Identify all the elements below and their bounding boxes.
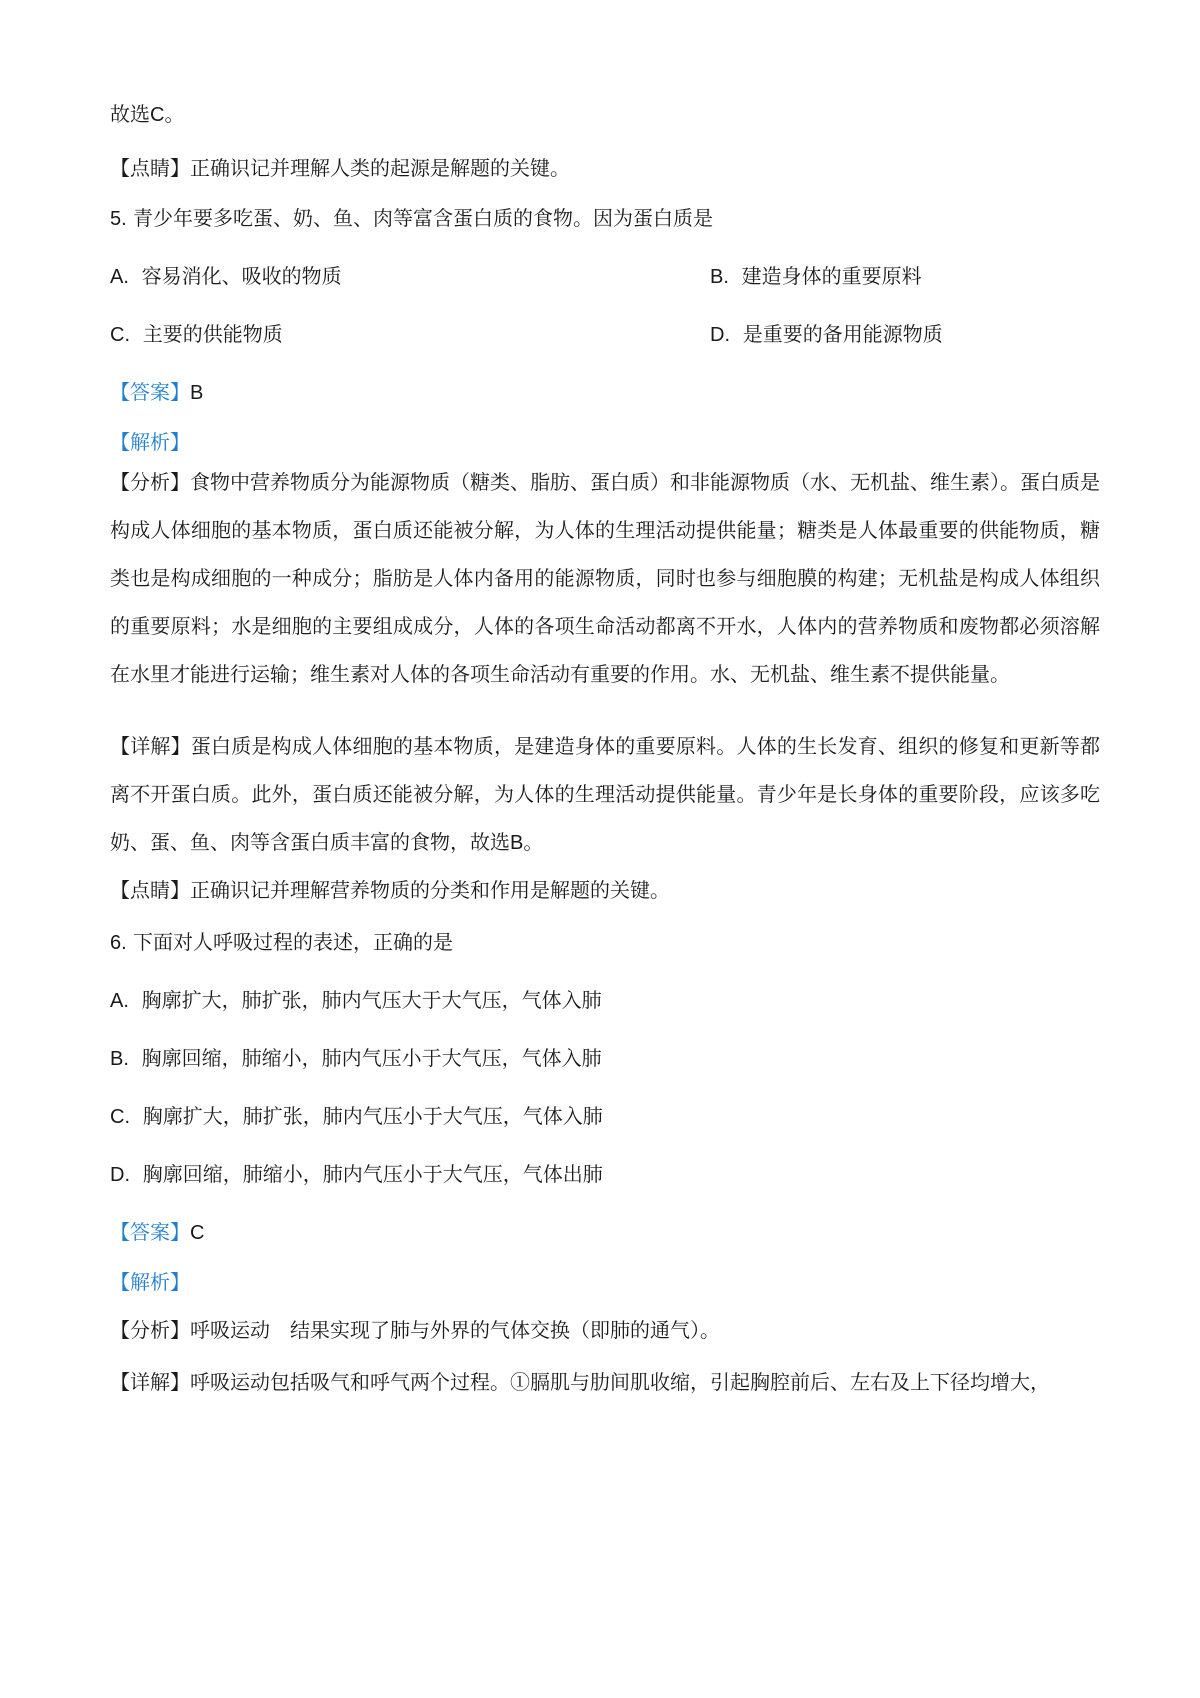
q6-option-a: A. 胸廓扩大，肺扩张，肺内气压大于大气压，气体入肺: [110, 988, 602, 1012]
q6-option-b: B. 胸廓回缩，肺缩小，肺内气压小于大气压，气体入肺: [110, 1046, 602, 1070]
q6-fenxi: 【分析】呼吸运动 结果实现了肺与外界的气体交换（即肺的通气）。: [110, 1318, 720, 1342]
q5-stem: 5. 青少年要多吃蛋、奶、鱼、肉等富含蛋白质的食物。因为蛋白质是: [110, 206, 714, 230]
q6-stem: 6. 下面对人呼吸过程的表述，正确的是: [110, 930, 454, 954]
q6-xiangjie: 【详解】呼吸运动包括吸气和呼气两个过程。①膈肌与肋间肌收缩，引起胸腔前后、左右及上下径均增大，: [110, 1370, 1050, 1394]
q5-option-d: D. 是重要的备用能源物质: [710, 322, 943, 346]
prev-conclusion: 故选C。: [110, 102, 185, 126]
q5-option-c: C. 主要的供能物质: [110, 322, 283, 346]
q5-option-b: B. 建造身体的重要原料: [710, 264, 922, 288]
q5-answer: 【答案】B: [110, 380, 204, 404]
q6-option-d: D. 胸廓回缩，肺缩小，肺内气压小于大气压，气体出肺: [110, 1162, 603, 1186]
q6-analysis-heading: 【解析】: [110, 1270, 190, 1294]
q5-tip: 【点睛】正确识记并理解营养物质的分类和作用是解题的关键。: [110, 878, 670, 902]
q5-options-row-2: [110, 320, 1104, 349]
q5-xiangjie: 【详解】蛋白质是构成人体细胞的基本物质，是建造身体的重要原料。人体的生长发育、组织的修复和更新等都离不开蛋白质。此外，蛋白质还能被分解，为人体的生理活动提供能量。青少年是长身体的重要阶段，应该多吃奶、蛋、鱼、肉等含蛋白质丰富的食物，故选B。: [110, 734, 1101, 854]
q6-answer: 【答案】C: [110, 1220, 205, 1244]
q5-options-row-1: [110, 262, 1104, 291]
q6-option-c: C. 胸廓扩大，肺扩张，肺内气压小于大气压，气体入肺: [110, 1104, 603, 1128]
q5-option-a: A. 容易消化、吸收的物质: [110, 264, 342, 288]
q5-fenxi: 【分析】食物中营养物质分为能源物质（糖类、脂肪、蛋白质）和非能源物质（水、无机盐、维生素）。蛋白质是构成人体细胞的基本物质，蛋白质还能被分解，为人体的生理活动提供能量；糖类是人体最重要的供能物质，糖类也是构成细胞的一种成分；脂肪是人体内备用的能源物质，同时也参与细胞膜的构建；无机盐是构成人体组织的重要原料；水是细胞的主要组成成分，人体的各项生命活动都离不开水，人体内的营养物质和废物都必须溶解在水里才能进行运输；维生素对人体的各项生命活动有重要的作用。水、无机盐、维生素不提供能量。: [110, 470, 1100, 686]
prev-tip: 【点睛】正确识记并理解人类的起源是解题的关键。: [110, 156, 570, 180]
q5-analysis-heading: 【解析】: [110, 430, 190, 454]
